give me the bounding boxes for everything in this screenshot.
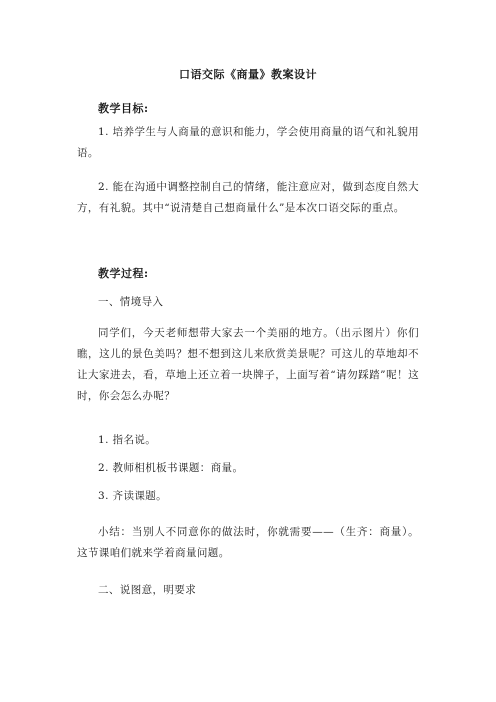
step-1: 1. 指名说。 [98,434,157,446]
step-2: 2. 教师相机板书课题：商量。 [98,462,244,474]
goal-2-paragraph: 2. 能在沟通中调整控制自己的情绪，能注意应对，做到态度自然大方，有礼貌。其中“说清楚自己想商量什么”是本次口语交际的重点。 [77,181,419,214]
summary-paragraph: 小结：当别人不同意你的做法时，你就需要——（生齐：商量）。这节课咱们就来学着商量问题。 [77,526,419,559]
goals-heading: 教学目标: [98,102,149,115]
section-1-heading: 一、情境导入 [98,296,164,308]
goal-1-paragraph: 1. 培养学生与人商量的意识和能力，学会使用商量的语气和礼貌用语。 [77,126,419,159]
intro-paragraph: 同学们，今天老师想带大家去一个美丽的地方。（出示图片）你们瞧，这儿的景色美吗？想不想到这儿来欣赏美景呢？可这儿的草地却不让大家进去，看，草地上还立着一块牌子，上面写着“请勿踩踏”呢！这时，你会怎么办呢？ [77,327,419,402]
step-3: 3. 齐读课题。 [98,490,168,502]
document-title: 口语交际《商量》教案设计 [179,68,317,81]
section-2-heading: 二、说图意，明要求 [98,584,197,596]
process-heading: 教学过程: [98,267,149,280]
